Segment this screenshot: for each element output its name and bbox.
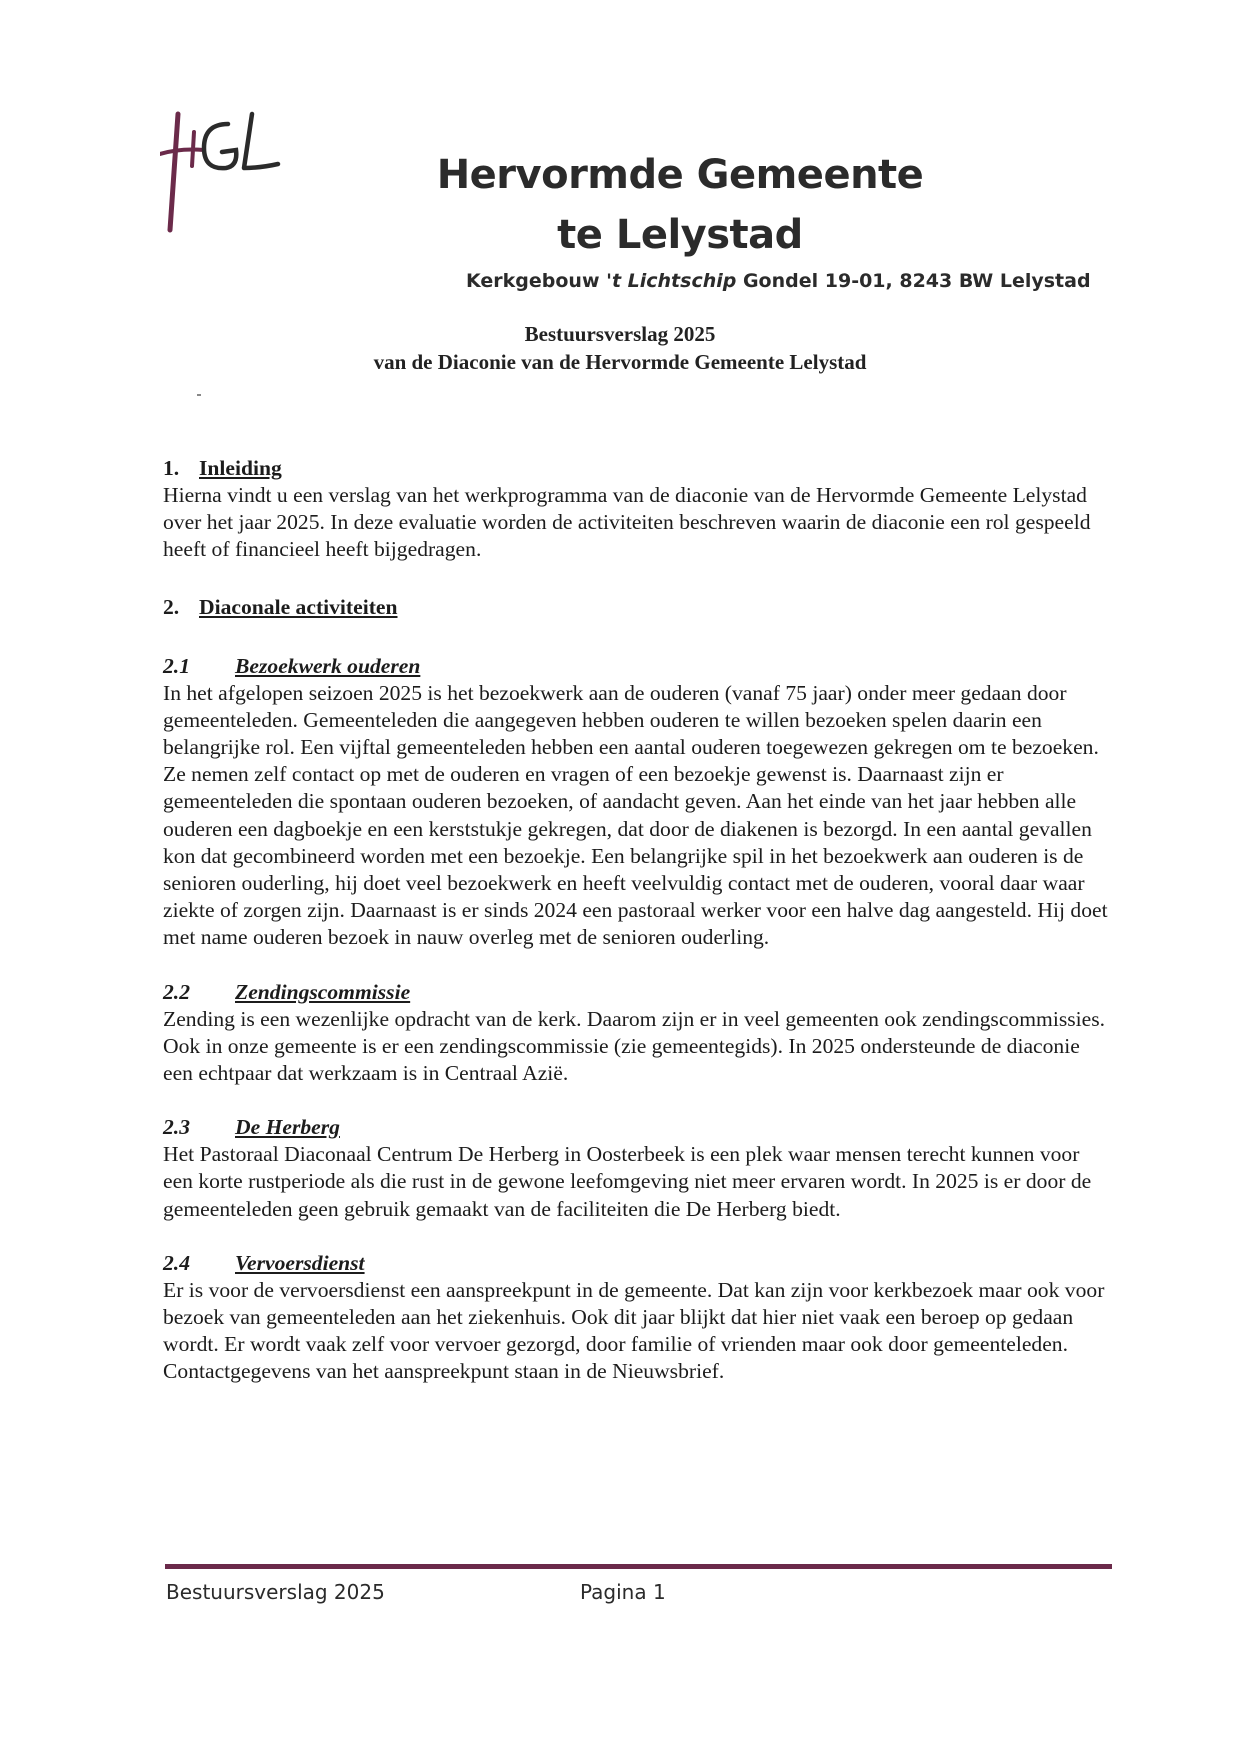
section-2-4-body: Er is voor de vervoersdienst een aanspreekpunt in de gemeente. Dat kan zijn voor kerkbezoek maar ook voor bezoek van gemeenteleden aan het ziekenhuis. Ook dit jaar blijkt dat hier niet vaak een beroep op gedaan wordt. Er wordt vaak zelf voor vervoer gezorgd, door familie of vrienden maar ook door gemeenteleden. Contactgegevens van het aanspreekpunt staan in de Nieuwsbrief.: [163, 1277, 1105, 1384]
section-number: 2.: [163, 594, 180, 619]
footer-divider: [165, 1564, 1112, 1569]
section-1-body: Hierna vindt u een verslag van het werkprogramma van de diaconie van de Hervormde Gemeente Lelystad over het jaar 2025. In deze evaluatie worden de activiteiten beschreven waarin de diaconie een rol gespeeld heeft of financieel heeft bijgedragen.: [163, 483, 1091, 562]
section-2-2-heading: [163, 979, 1113, 1006]
address-prefix: Kerkgebouw: [466, 270, 607, 292]
section-title: Inleiding: [199, 456, 282, 480]
page-number: Pagina 1: [580, 1580, 666, 1604]
subsection-number: 2.4: [163, 1250, 190, 1275]
section-2-3-body: Het Pastoraal Diaconaal Centrum De Herberg in Oosterbeek is een plek waar mensen terecht kunnen voor een korte rustperiode als die rust in de gewone leefomgeving niet meer ervaren wordt. In 2025 is er door de gemeenteleden geen gebruik gemaakt van de faciliteiten die De Herberg biedt.: [163, 1142, 1092, 1221]
org-name-line2: te Lelystad: [557, 212, 803, 258]
subsection-number: 2.1: [163, 653, 190, 678]
section-2-2-body: Zending is een wezenlijke opdracht van de kerk. Daarom zijn er in veel gemeenten ook zendingscommissies. Ook in onze gemeente is er een zendingscommissie (zie gemeentegids). In 2025 ondersteunde de diaconie een echtpaar dat werkzaam is in Centraal Azië.: [163, 1006, 1106, 1086]
subsection-number: 2.3: [163, 1115, 190, 1140]
section-1-heading: [163, 455, 1113, 482]
subsection-title: Vervoersdienst: [235, 1250, 365, 1275]
footer-document-title: Bestuursverslag 2025: [166, 1580, 385, 1604]
section-2-1-body: In het afgelopen seizoen 2025 is het bezoekwerk aan de ouderen (vanaf 75 jaar) onder meer gedaan door gemeenteleden. Gemeenteleden die aangegeven hebben ouderen te willen bezoeken spelen daarin een belangrijke rol. Een vijftal gemeenteleden hebben een aantal ouderen toegewezen gekregen om te bezoeken. Ze nemen zelf contact op met de ouderen en vragen of een bezoekje gewenst is. Daarnaast zijn er gemeenteleden die spontaan ouderen bezoeken, of aandacht geven. Aan het einde van het jaar hebben alle ouderen een dagboekje en een kerststukje gekregen, dat door de diakenen is bezorgd. In een aantal gevallen kon dat gecombineerd worden met een bezoekje. Een belangrijke spil in het bezoekwerk aan ouderen is de senioren ouderling, hij doet veel bezoekwerk en heeft veelvuldig contact met de ouderen, vooral daar waar ziekte of zorgen zijn. Daarnaast is er sinds 2024 een pastoraal werker voor een halve dag aangesteld. Hij doet met name ouderen bezoek in nauw overleg met de senioren ouderling.: [163, 680, 1108, 950]
subsection-title: Bezoekwerk ouderen: [235, 653, 421, 678]
subsection-title: Zendingscommissie: [235, 979, 411, 1004]
address-suffix: Gondel 19-01, 8243 BW Lelystad: [736, 270, 1091, 292]
scan-speck: [197, 394, 201, 396]
report-title: Bestuursverslag 2025: [524, 322, 716, 346]
hgl-logo-mark: [160, 108, 350, 238]
church-address: [466, 270, 1091, 292]
report-subtitle: van de Diaconie van de Hervormde Gemeente Lelystad: [373, 350, 867, 374]
hgl-logo: [160, 108, 350, 238]
section-2-1-heading: [163, 653, 1113, 680]
section-title: Diaconale activiteiten: [199, 594, 398, 619]
subsection-title: De Herberg: [235, 1115, 340, 1140]
section-2-3-heading: [163, 1114, 1113, 1141]
address-church-name: 't Lichtschip: [606, 270, 737, 292]
org-name-line1: Hervormde Gemeente: [436, 152, 924, 198]
section-2-4-heading: [163, 1250, 1113, 1277]
section-number: 1.: [163, 456, 180, 480]
report-body: [163, 455, 1113, 1386]
section-2-heading: [163, 594, 1113, 621]
subsection-number: 2.2: [163, 979, 190, 1004]
